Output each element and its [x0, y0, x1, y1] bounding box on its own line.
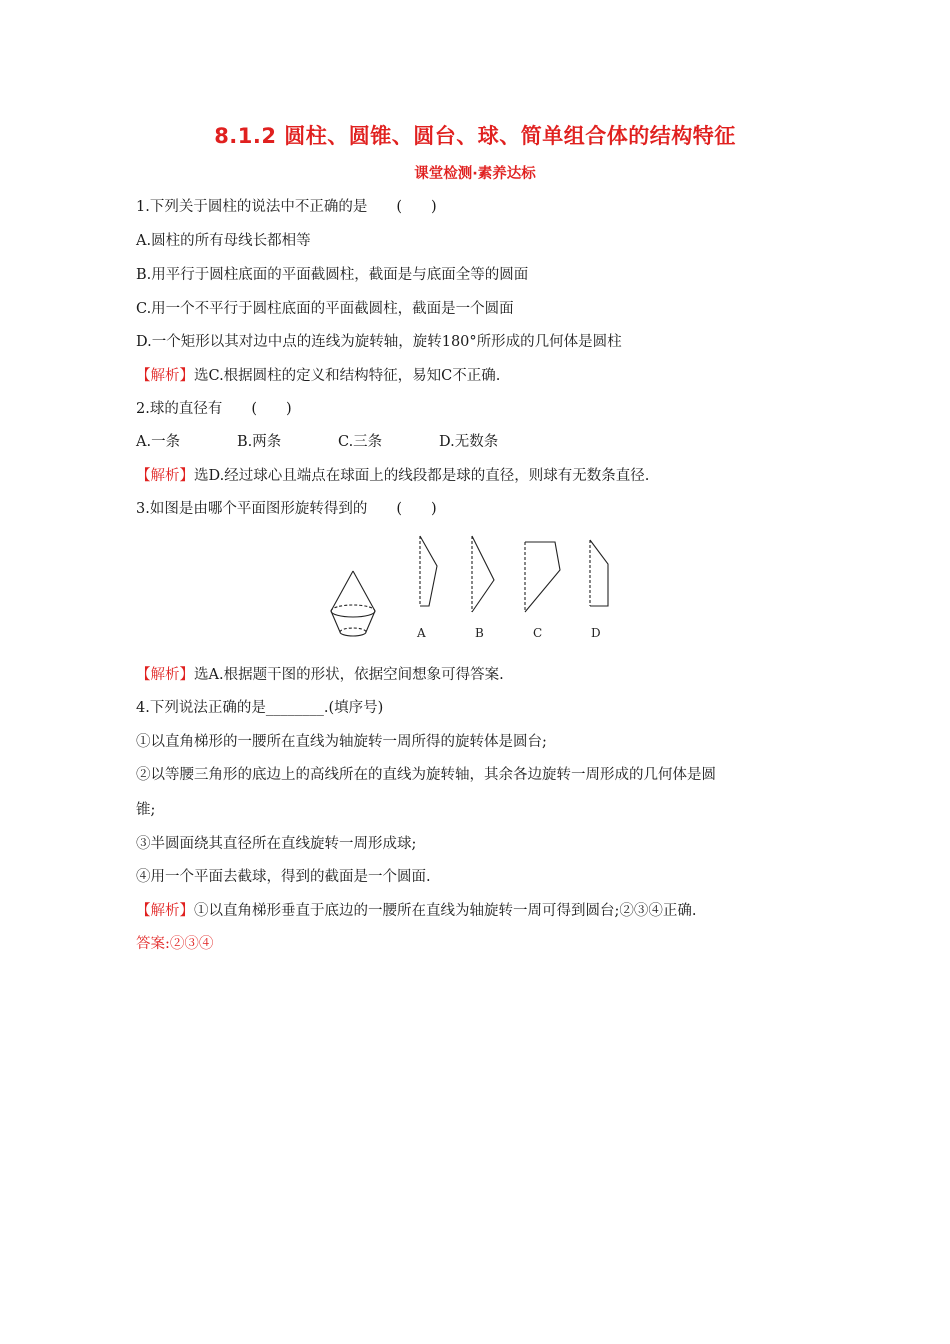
q1-option-d: D.一个矩形以其对边中点的连线为旋转轴，旋转180°所形成的几何体是圆柱: [136, 334, 622, 350]
q4-answer: 答案:②③④: [136, 936, 214, 952]
q3-stem: 3.如图是由哪个平面图形旋转得到的 ( ): [136, 501, 437, 517]
option-b-label: B: [475, 626, 484, 640]
q2-analysis-text: 选D.经过球心且端点在球面上的线段都是球的直径，则球有无数条直径.: [194, 468, 650, 484]
q2-option-b: B.两条: [237, 434, 282, 450]
q1-stem: 1.下列关于圆柱的说法中不正确的是 ( ): [136, 199, 437, 215]
option-a-shape: [420, 536, 437, 606]
q1-analysis-text: 选C.根据圆柱的定义和结构特征，易知C不正确.: [194, 368, 501, 384]
q1-option-b: B.用平行于圆柱底面的平面截圆柱，截面是与底面全等的圆面: [136, 267, 529, 283]
option-b-shape: [472, 536, 494, 612]
option-a-label: A: [417, 626, 426, 640]
option-c-shape: [525, 542, 560, 612]
q1-option-a: A.圆柱的所有母线长都相等: [136, 233, 311, 249]
analysis-tag: 【解析】: [136, 468, 194, 484]
q4-statement-2-cont: 锥;: [136, 802, 156, 818]
q4-analysis-text: ①以直角梯形垂直于底边的一腰所在直线为轴旋转一周可得到圆台;②③④正确.: [194, 903, 697, 919]
cone-frustum-solid: [331, 571, 375, 636]
analysis-tag: 【解析】: [136, 368, 194, 384]
q4-statement-2: ②以等腰三角形的底边上的高线所在的直线为旋转轴，其余各边旋转一周形成的几何体是圆: [136, 767, 716, 783]
q4-analysis: [136, 901, 697, 921]
q4-statement-1: ①以直角梯形的一腰所在直线为轴旋转一周所得的旋转体是圆台;: [136, 734, 547, 750]
option-d-label: D: [591, 626, 601, 640]
q3-analysis: [136, 665, 504, 685]
option-c-label: C: [533, 626, 543, 640]
q2-option-a: A.一条: [136, 434, 181, 450]
analysis-tag: 【解析】: [136, 667, 194, 683]
q1-option-c: C.用一个不平行于圆柱底面的平面截圆柱，截面是一个圆面: [136, 301, 514, 317]
q4-stem: 4.下列说法正确的是________.(填序号): [136, 700, 384, 716]
q3-analysis-text: 选A.根据题干图的形状，依据空间想象可得答案.: [194, 667, 504, 683]
analysis-tag: 【解析】: [136, 903, 194, 919]
option-d-shape: [590, 540, 608, 606]
q2-option-d: D.无数条: [439, 434, 499, 450]
q4-statement-3: ③半圆面绕其直径所在直线旋转一周形成球;: [136, 836, 417, 852]
q2-analysis: [136, 466, 649, 486]
q2-options: [136, 432, 498, 452]
q3-figure: [322, 532, 622, 646]
q2-stem: 2.球的直径有 ( ): [136, 401, 292, 417]
section-subtitle: 课堂检测·素养达标: [414, 166, 536, 182]
q1-analysis: [136, 366, 500, 386]
q4-statement-4: ④用一个平面去截球，得到的截面是一个圆面.: [136, 869, 431, 885]
q2-option-c: C.三条: [338, 434, 383, 450]
page-title: 8.1.2 圆柱、圆锥、圆台、球、简单组合体的结构特征: [214, 124, 736, 148]
